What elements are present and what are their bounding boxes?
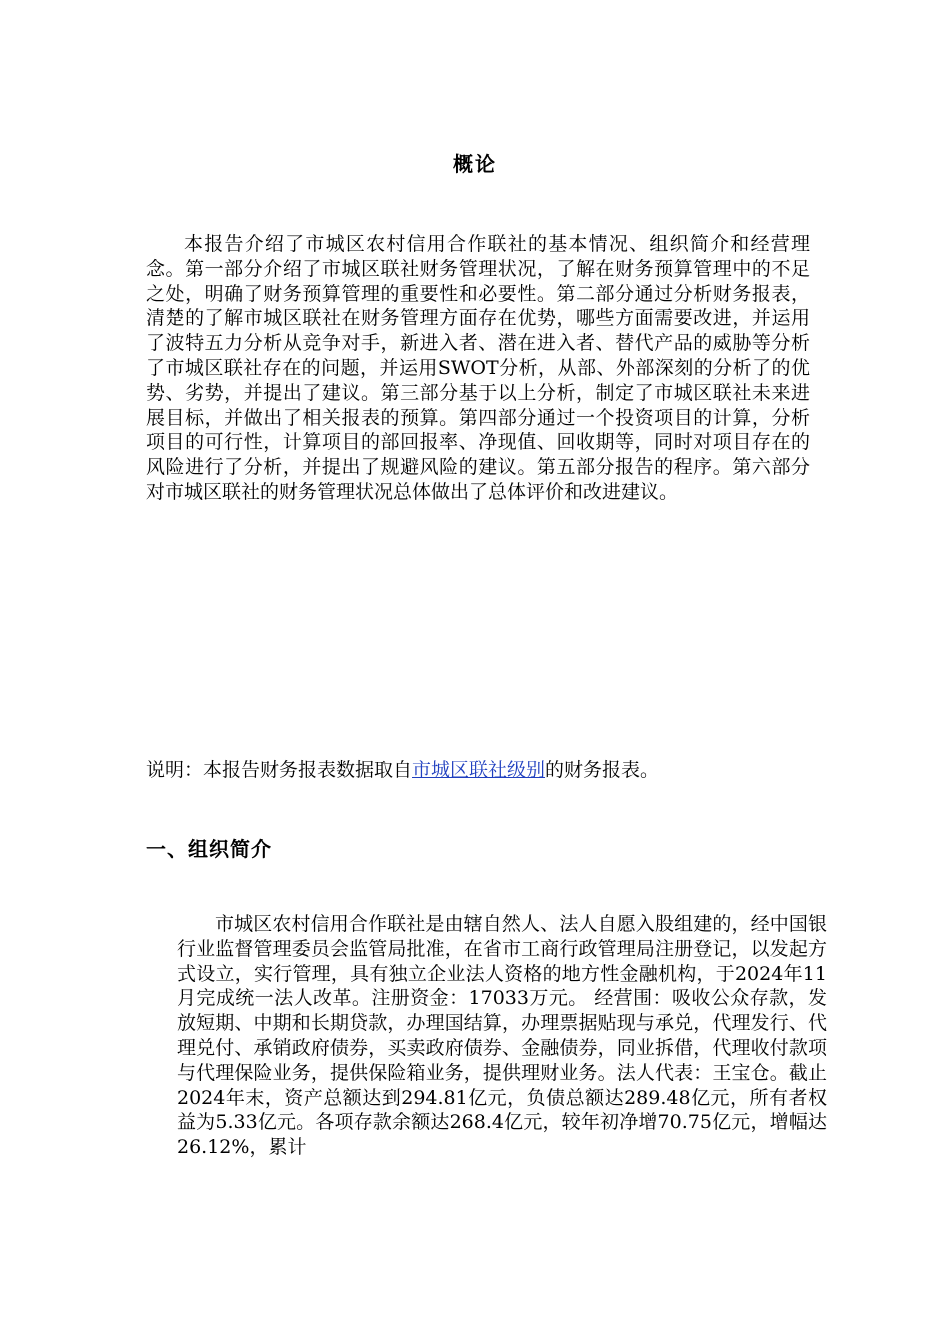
data-source-note	[146, 758, 826, 782]
note-suffix: 的财务报表。	[545, 759, 660, 781]
source-link[interactable]: 市城区联社级别	[412, 759, 546, 781]
section-heading: 一、组织简介	[146, 837, 272, 861]
section-body-paragraph: 市城区农村信用合作联社是由辖自然人、法人自愿入股组建的，经中国银行业监督管理委员会监管局批准，在省市工商行政管理局注册登记，以发起方式设立，实行管理，具有独立企业法人资格的地方性金融机构，于2024年11月完成统一法人改革。注册资金：17033万元。 经营围：吸收公众存款，发放短期、中期和长期贷款，办理国结算，办理票据贴现与承兑，代理发行、代理兑付、承销政府债券，买卖政府债券、金融债券，同业拆借，代理收付款项与代理保险业务，提供保险箱业务，提供理财业务。法人代表：王宝仓。截止2024年末，资产总额达到294.81亿元，负债总额达289.48亿元，所有者权益为5.33亿元。各项存款余额达268.4亿元，较年初净增70.75亿元，增幅达26.12%，累计	[177, 913, 827, 1159]
note-prefix: 说明：本报告财务报表数据取自	[146, 759, 413, 781]
abstract-paragraph: 本报告介绍了市城区农村信用合作联社的基本情况、组织简介和经营理念。第一部分介绍了市城区联社财务管理状况，了解在财务预算管理中的不足之处，明确了财务预算管理的重要性和必要性。第二部分通过分析财务报表，清楚的了解市城区联社在财务管理方面存在优势，哪些方面需要改进，并运用了波特五力分析从竞争对手，新进入者、潜在进入者、替代产品的威胁等分析了市城区联社存在的问题，并运用SWOT分析，从部、外部深刻的分析了的优势、劣势，并提出了建议。第三部分基于以上分析，制定了市城区联社未来进展目标，并做出了相关报表的预算。第四部分通过一个投资项目的计算，分析项目的可行性，计算项目的部回报率、净现值、回收期等，同时对项目存在的风险进行了分析，并提出了规避风险的建议。第五部分报告的程序。第六部分对市城区联社的财务管理状况总体做出了总体评价和改进建议。	[146, 233, 810, 503]
page-title: 概论	[453, 152, 497, 176]
